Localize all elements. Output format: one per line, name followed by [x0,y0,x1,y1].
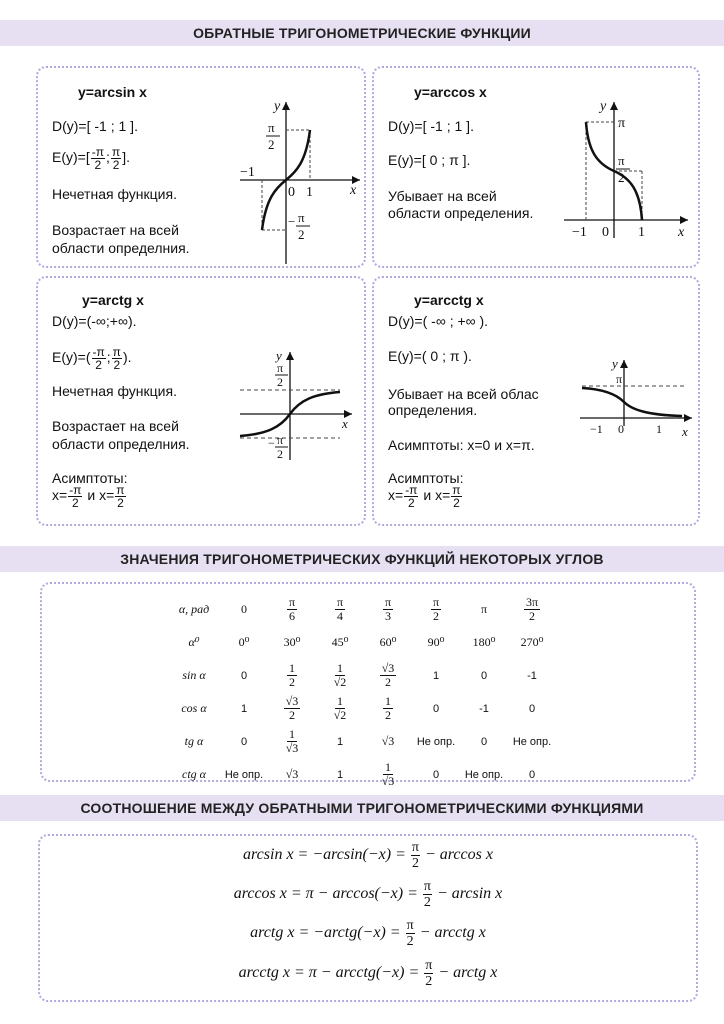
formula-arctg: arctg x = −arctg(−x) = $\frac{\pi}{2}$ − arcctg x [250,918,486,949]
table-cell: 270⁰ [520,635,544,649]
svg-text:π: π [618,153,625,168]
row-header: ctg α [182,767,206,781]
table-cell: 1 [336,735,344,748]
table-cell: $\frac{1}{√2}$ [333,661,347,689]
monotonic-text-2: области определния. [52,240,190,256]
asymptotes-values: x= $\frac{-\pi}{2}$ и x= $\frac{\pi}{2}$ [52,483,125,510]
svg-text:−: − [268,436,275,450]
table-cell: 0 [528,768,536,781]
table-row [168,692,556,725]
arcsin-graph [236,98,366,268]
table-cell: 0 [240,735,248,748]
svg-text:x: x [682,424,688,439]
table-cell: $\frac{1}{2}$ [289,661,295,689]
svg-text:0: 0 [602,225,609,240]
table-cell: √3 [381,734,395,748]
table-cell: 30⁰ [283,635,301,649]
svg-text:1: 1 [306,185,313,200]
asymptotes-values: x= $\frac{-\pi}{2}$ и x= $\frac{\pi}{2}$ [388,483,461,510]
table-cell: Не опр. [224,768,264,781]
formula-arccos: arccos x = π − arccos(−x) = $\frac{\pi}{2}$ − arcsin x [233,879,503,910]
table-row [168,659,556,692]
parity-text: Нечетная функция. [52,186,177,202]
svg-text:0: 0 [288,185,295,200]
domain-text: D(y)=( -∞ ; +∞ ). [388,313,489,329]
table-cell: 45⁰ [331,635,349,649]
domain-text: D(y)=[ -1 ; 1 ]. [52,118,138,134]
function-title: y=arcsin x [78,84,147,100]
monotonic-text-2: определения. [388,402,478,418]
svg-text:y: y [274,99,281,114]
svg-text:2: 2 [268,137,275,152]
table-cell: Не опр. [464,768,504,781]
monotonic-text-2: области определния. [52,436,190,452]
monotonic-text-2: области определения. [388,205,534,221]
table-cell: $\frac{\pi}{3}$ [384,595,392,623]
monotonic-text-1: Убывает на всей облас [388,386,539,402]
svg-text:2: 2 [618,170,625,185]
table-cell: $\frac{\pi}{2}$ [432,595,440,623]
formula-arcsin: arcsin x = −arcsin(−x) = $\frac{\pi}{2}$ − arccos x [243,840,493,871]
table-cell: 0⁰ [238,635,250,649]
table-cell: 60⁰ [379,635,397,649]
table-cell: Не опр. [512,735,552,748]
table-cell: 0 [528,702,536,715]
range-text: E(y)=( 0 ; π ). [388,348,472,364]
table-row [168,725,556,758]
svg-text:π: π [616,372,623,386]
svg-text:−1: −1 [240,165,255,180]
card-arctg [36,276,366,526]
table-cell: 90⁰ [427,635,445,649]
svg-text:1: 1 [638,225,645,240]
card-arcctg [372,276,700,526]
svg-text:2: 2 [277,447,283,461]
asymptotes-label: Асимптоты: [388,470,464,486]
svg-text:x: x [678,225,685,240]
monotonic-text-1: Возрастает на всей [52,222,179,238]
table-row [168,593,556,626]
svg-text:2: 2 [298,227,305,242]
table-cell: -1 [479,702,489,715]
formula-arcctg: arcctg x = π − arcctg(−x) = $\frac{\pi}{2}$ − arctg x [238,958,498,989]
table-cell: Не опр. [416,735,456,748]
monotonic-text-1: Убывает на всей [388,188,497,204]
arccos-graph [560,98,698,268]
section-header-values: ЗНАЧЕНИЯ ТРИГОНОМЕТРИЧЕСКИХ ФУНКЦИЙ НЕКОТОРЫХ УГЛОВ [0,546,724,572]
arcctg-graph [578,356,698,446]
table-cell: $\frac{1}{√3}$ [381,760,395,788]
table-cell: $\frac{1}{√2}$ [333,694,347,722]
table-cell: √3 [285,767,299,781]
row-header: sin α [182,668,206,682]
card-arccos [372,66,700,268]
row-header: tg α [184,734,204,748]
table-cell: $\frac{3\pi}{2}$ [525,595,539,623]
table-row [168,758,556,791]
table-row [168,626,556,659]
svg-text:−1: −1 [590,422,603,436]
table-cell: 0 [432,702,440,715]
range-text: E(y)=[ $\frac{-\pi}{2}$ ; $\frac{\pi}{2}$ ]. [52,145,130,172]
arctg-graph [236,348,366,466]
svg-text:0: 0 [618,422,624,436]
asymptotes-label: Асимптоты: [52,470,128,486]
table-cell: 1 [336,768,344,781]
table-cell: $\frac{\pi}{4}$ [336,595,344,623]
asymptotes-line: Асимптоты: x=0 и x=π. [388,437,535,453]
row-header: cos α [181,701,207,715]
range-text: E(y)=( $\frac{-\pi}{2}$ ; $\frac{\pi}{2}$ ). [52,345,132,372]
svg-text:π: π [618,116,626,131]
section-header-inverse: ОБРАТНЫЕ ТРИГОНОМЕТРИЧЕСКИЕ ФУНКЦИИ [0,20,724,46]
monotonic-text-1: Возрастает на всей [52,418,179,434]
table-cell: 0 [480,735,488,748]
svg-text:−: − [288,214,296,229]
parity-text: Нечетная функция. [52,383,177,399]
table-cell: $\frac{\pi}{6}$ [288,595,296,623]
svg-text:x: x [342,416,348,431]
values-table [168,593,556,791]
table-cell: 0 [480,669,488,682]
row-header: α⁰ [188,635,200,649]
svg-text:2: 2 [277,375,283,389]
table-cell: $\frac{1}{√3}$ [285,727,299,755]
row-header: α, рад [178,602,210,616]
card-arcsin [36,66,366,268]
table-cell: 0 [241,602,247,616]
table-cell: 1 [432,669,440,682]
section-header-relations: СООТНОШЕНИЕ МЕЖДУ ОБРАТНЫМИ ТРИГОНОМЕТРИЧЕСКИМИ ФУНКЦИЯМИ [0,795,724,821]
table-cell: $\frac{1}{2}$ [385,694,391,722]
svg-text:x: x [350,183,357,198]
domain-text: D(y)=(-∞;+∞). [52,313,137,329]
svg-text:y: y [600,99,607,114]
range-text: E(y)=[ 0 ; π ]. [388,152,471,168]
function-title: y=arctg x [82,292,144,308]
function-title: y=arccos x [414,84,487,100]
svg-text:π: π [277,361,284,375]
table-cell: -1 [527,669,537,682]
table-cell: 1 [240,702,248,715]
table-cell: $\frac{√3}{2}$ [285,694,299,722]
svg-text:π: π [268,120,275,135]
table-cell: π [480,602,488,616]
svg-text:y: y [276,348,282,363]
svg-text:−1: −1 [572,225,587,240]
svg-text:π: π [298,210,305,225]
domain-text: D(y)=[ -1 ; 1 ]. [388,118,474,134]
table-cell: 180⁰ [472,635,496,649]
svg-text:y: y [612,356,618,371]
svg-text:π: π [277,433,284,447]
function-title: y=arcctg x [414,292,484,308]
svg-text:1: 1 [656,422,662,436]
table-cell: 0 [432,768,440,781]
table-cell: $\frac{√3}{2}$ [381,661,395,689]
table-cell: 0 [240,669,248,682]
